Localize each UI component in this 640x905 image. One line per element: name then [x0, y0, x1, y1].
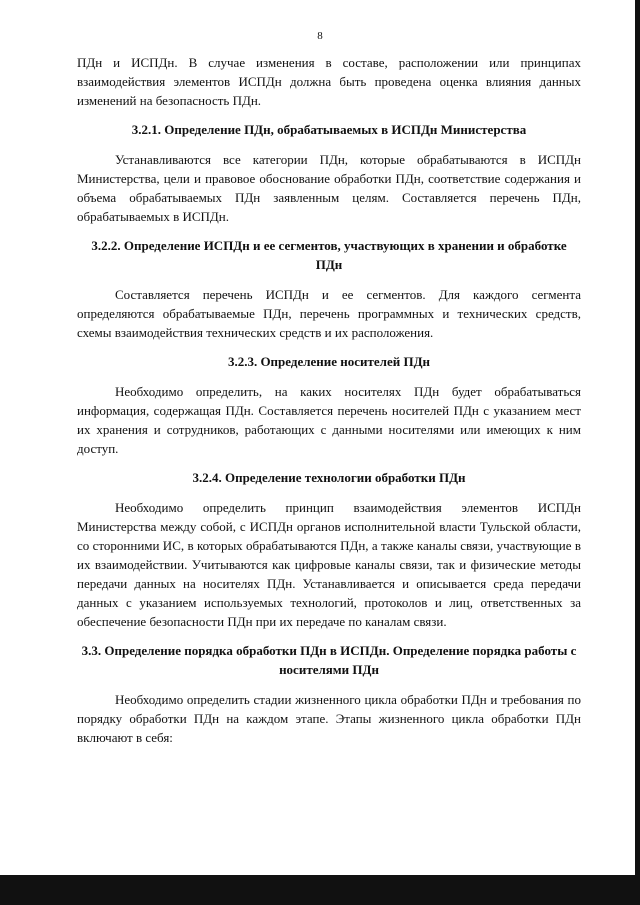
heading-3-2-3: 3.2.3. Определение носителей ПДн — [227, 354, 431, 369]
page-content — [77, 53, 581, 757]
heading-3-3: 3.3. Определение порядка обработки ПДн в ИСПДн. Определение порядка работы с носителями ПДн — [81, 643, 577, 677]
intro-paragraph: ПДн и ИСПДн. В случае изменения в составе, расположении или принципах взаимодействия элементов ИСПДн должна быть проведена оценка влияния данных изменений на безопасность ПДн. — [77, 55, 581, 108]
scan-edge-bottom — [0, 875, 640, 905]
heading-3-2-4: 3.2.4. Определение технологии обработки ПДн — [192, 470, 466, 485]
paragraph-3-2-2: Составляется перечень ИСПДн и ее сегментов. Для каждого сегмента определяются обрабатываемые ПДн, перечень программных и технических средств, схемы взаимодействия технических средств и их расположения. — [77, 287, 581, 340]
paragraph-3-2-3: Необходимо определить, на каких носителях ПДн будет обрабатываться информация, содержащая ПДн. Составляется перечень носителей ПДн с указанием мест их хранения и сотрудников, работающих с данными носителями или имеющих к ним доступ. — [77, 384, 581, 456]
heading-3-2-1: 3.2.1. Определение ПДн, обрабатываемых в ИСПДн Министерства — [131, 122, 527, 137]
heading-3-2-2: 3.2.2. Определение ИСПДн и ее сегментов, участвующих в хранении и обработке ПДн — [91, 238, 567, 272]
paragraph-3-2-4: Необходимо определить принцип взаимодействия элементов ИСПДн Министерства между собой, с ИСПДн органов исполнительной власти Тульской области, со сторонними ИС, в которых обрабатываются ПДн, а также каналы связи, участвующие в их взаимодействии. Учитываются как цифровые каналы связи, так и физические методы передачи данных на носителях ПДн. Устанавливается и описывается среда передачи данных с указанием используемых технологий, протоколов и лиц, ответственных за обеспечение безопасности ПДн при их передаче по каналам связи. — [77, 500, 581, 629]
page-number: 8 — [317, 30, 323, 42]
paragraph-3-2-1: Устанавливаются все категории ПДн, которые обрабатываются в ИСПДн Министерства, цели и правовое обоснование обработки ПДн, соответствие содержания и объема обрабатываемых ПДн заявленным целям. Составляется перечень ПДн, обрабатываемых в ИСПДн. — [77, 152, 581, 224]
paragraph-3-3: Необходимо определить стадии жизненного цикла обработки ПДн и требования по порядку обработки ПДн на каждом этапе. Этапы жизненного цикла обработки ПДн включают в себя: — [77, 692, 581, 745]
scan-edge-right — [635, 0, 640, 905]
